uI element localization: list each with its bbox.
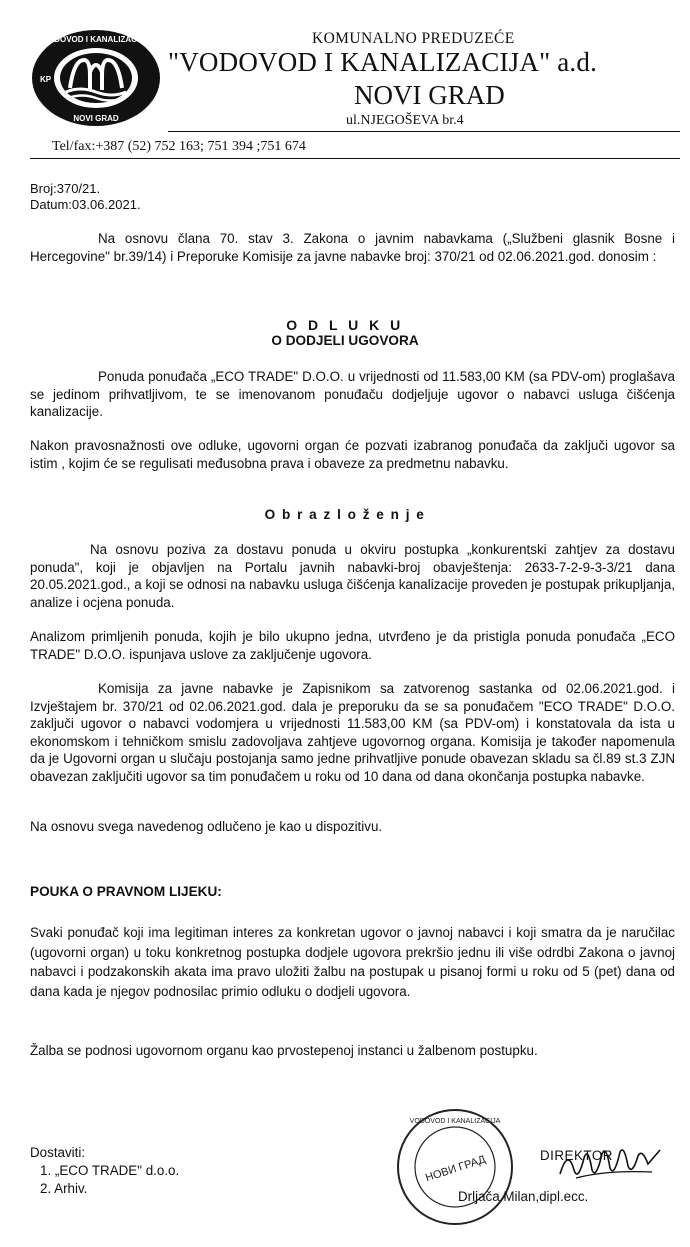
intro-paragraph [30, 230, 675, 265]
reasoning-text-4: Na osnovu svega navedenog odlučeno je kao u dispozitivu. [30, 819, 383, 834]
reasoning-paragraph-2 [30, 628, 675, 663]
company-city: NOVI GRAD [354, 80, 505, 110]
delivery-list [30, 1144, 179, 1198]
logo-prefix-text: KP [40, 75, 52, 84]
decision-title: O D L U K U [286, 317, 404, 333]
reference-number: Broj:370/21. [30, 181, 101, 196]
reasoning-paragraph-1 [30, 541, 675, 611]
header-divider [168, 131, 680, 132]
legal-remedy-text-1: Svaki ponuđač koji ima legitiman interes za konkretan ugovor o javnoj nabavci i koji smatra da je naručilac (ugovorni organ) u toku konkretnog postupka dodjele ugovora prekršio jednu ili više odrdbi Zakona o javnoj nabavci i podzakonskih akata ima pravo uložiti žalbu na postupak u pisanoj formi u roku od 5 (pet) dana od dana kada je njegov podnosilac primio odluku o dodjeli ugovora. [30, 925, 675, 999]
official-stamp [394, 1106, 516, 1228]
reasoning-paragraph-4 [30, 818, 675, 836]
header-divider-bottom [30, 158, 680, 159]
decision-paragraph-2 [30, 437, 675, 472]
company-logo [30, 28, 162, 128]
signatory-name: Drljača Milan,dipl.ecc. [458, 1189, 589, 1204]
delivery-item: 1. „ECO TRADE" d.o.o. [40, 1163, 180, 1178]
logo-top-text: VODOVOD I KANALIZACIJA [42, 35, 150, 44]
company-address: ul.NJEGOŠEVA br.4 [346, 113, 464, 128]
delivery-label: Dostaviti: [30, 1145, 86, 1160]
logo-bottom-text: NOVI GRAD [73, 114, 119, 123]
company-name: "VODOVOD I KANALIZACIJA" a.d. [168, 47, 598, 77]
stamp-outer-text: VODOVOD I KANALIZACIJA [409, 1118, 501, 1125]
reasoning-title: O b r a z l o ž e n j e [264, 507, 426, 522]
legal-remedy-text-2: Žalba se podnosi ugovornom organu kao prvostepenoj instanci u žalbenom postupku. [30, 1043, 538, 1058]
decision-text-2: Nakon pravosnažnosti ove odluke, ugovorni organ će pozvati izabranog ponuđača da zaključi ugovor sa istim , kojim će se regulisati međusobna prava i obaveze za predmetnu nabavku. [30, 438, 675, 471]
signature-role: DIREKTOR [540, 1148, 613, 1163]
decision-subtitle: O DODJELI UGOVORA [271, 333, 419, 348]
stamp-city-text: НОВИ ГРАД [424, 1153, 488, 1185]
legal-remedy-title: POUKA O PRAVNOM LIJEKU: [30, 884, 222, 899]
company-type: KOMUNALNO PREDUZEĆE [312, 30, 515, 47]
legal-remedy-paragraph-2 [30, 1042, 675, 1060]
reference-date: Datum:03.06.2021. [30, 197, 141, 212]
decision-text-1: Ponuda ponuđača „ECO TRADE" D.O.O. u vrijednosti od 11.583,00 KM (sa PDV-om) proglašava se jedinom prihvatljivom, te se imenovanom ponuđaču dodjeljuje ugovor o nabavci usluga čišćenja kanalizacije. [30, 369, 675, 420]
company-phone: Tel/fax:+387 (52) 752 163; 751 394 ;751 674 [52, 139, 306, 154]
reasoning-paragraph-3 [30, 680, 675, 786]
reasoning-text-2: Analizom primljenih ponuda, kojih je bilo ukupno jedna, utvrđeno je da pristigla ponuda ponuđača „ECO TRADE" D.O.O. ispunjava uslove za zaključenje ugovora. [30, 629, 675, 662]
delivery-item: 2. Arhiv. [40, 1181, 88, 1196]
reasoning-text-3: Komisija za javne nabavke je Zapisnikom sa zatvorenog sastanka od 02.06.2021.god. i Izvještajem br. 370/21 od 02.06.2021.god. dala je preporuku da se sa ponuđačem "ECO TRADE" D.O.O. zaključi ugovor o nabavci vodomjera u vrijednosti 11.583,00 KM (sa PDV-om) i konstatovala da ista u ekonomskom i tehničkom smislu zadovoljava zahtjeve ugovornog organa. Komisija je također napomenula da je Ugovorni organ u slučaju postojanja samo jedne prihvatljive ponude obavezan skladu sa čl.89 st.3 ZJN obavezan zaključiti ugovor sa tim ponuđačem u roku od 10 dana od dana okončanja postupka nabavke. [30, 681, 675, 784]
intro-text: Na osnovu člana 70. stav 3. Zakona o javnim nabavkama („Službeni glasnik Bosne i Hercegovine" br.39/14) i Preporuke Komisije za javne nabavke broj: 370/21 od 02.06.2021.god. donosim : [30, 231, 675, 264]
decision-paragraph-1 [30, 368, 675, 421]
reasoning-text-1: Na osnovu poziva za dostavu ponuda u okviru postupka „konkurentski zahtjev za dostavu ponuda", koji je objavljen na Portalu javnih nabavki-broj obavještenja: 2633-7-2-9-3-3/21 dana 20.05.2021.god., a koji se odnosi na nabavku usluga čišćenja kanalizacije proveden je postupak prikupljanja, analize i ocjena ponuda. [30, 542, 675, 610]
handwritten-signature [556, 1140, 666, 1186]
legal-remedy-paragraph-1 [30, 923, 675, 1001]
